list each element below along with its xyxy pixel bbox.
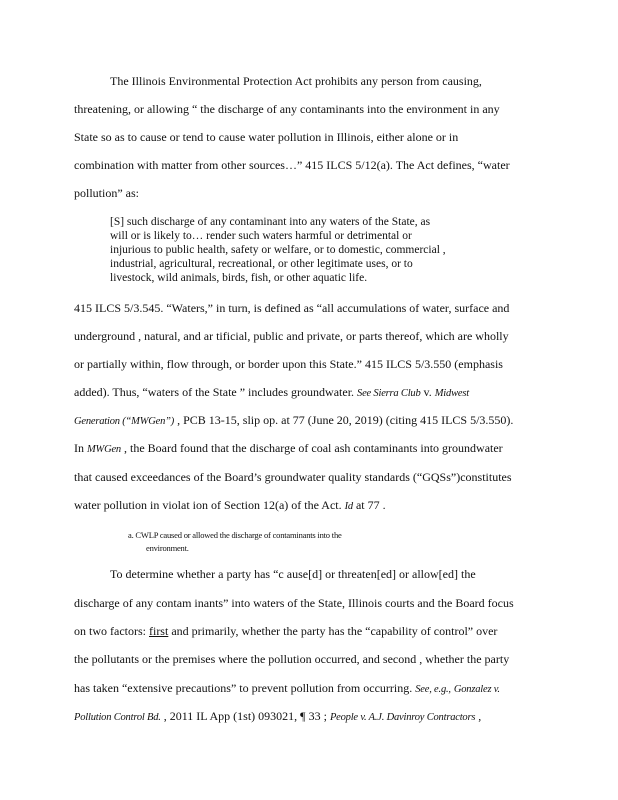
text-run: , PCB 13-15, slip op. at 77 (June 20, 2019) (citing 415 ILCS 5/3.550). <box>174 413 514 427</box>
paragraph-1-line-2: threatening, or allowing “ the discharge of any contaminants into the environment in any <box>74 102 500 116</box>
paragraph-3-line-5 <box>74 681 500 697</box>
text-run: , the Board found that the discharge of coal ash contaminants into groundwater <box>121 441 503 455</box>
paragraph-1-line-1: The Illinois Environmental Protection Act prohibits any person from causing, <box>110 74 482 88</box>
text-run: water pollution in violat ion of Section 12(a) of the Act. <box>74 498 345 512</box>
citation-italic: See Sierra Club <box>357 388 421 399</box>
case-name-italic: MWGen <box>87 444 121 455</box>
citation-signal-italic: See, e.g., <box>415 684 451 695</box>
citation-italic: Generation (“MWGen”) <box>74 416 175 427</box>
paragraph-2-line-1: 415 ILCS 5/3.545. “Waters,” in turn, is defined as “all accumulations of water, surface and <box>74 301 510 315</box>
case-name-italic: Pollution Control Bd. <box>74 712 161 723</box>
paragraph-2-line-2: underground , natural, and ar tificial, public and private, or parts thereof, which are wholly <box>74 329 509 343</box>
text-run: has taken “extensive precautions” to prevent pollution from occurring. <box>74 681 416 695</box>
text-run: v. <box>420 385 435 399</box>
paragraph-1-line-5: pollution” as: <box>74 186 139 200</box>
text-run: and primarily, whether the party has the “capability of control” over <box>168 624 498 638</box>
section-heading-line-2: environment. <box>146 543 189 553</box>
paragraph-1-line-3: State so as to cause or tend to cause water pollution in Illinois, either alone or in <box>74 130 459 144</box>
paragraph-3-line-2: discharge of any contam inants” into waters of the State, Illinois courts and the Board focus <box>74 596 514 610</box>
text-run: , 2011 IL App (1st) 093021, ¶ 33 ; <box>160 709 330 723</box>
paragraph-1-line-4: combination with matter from other sources…” 415 ILCS 5/12(a). The Act defines, “water <box>74 158 510 172</box>
case-name-italic: People v. A.J. Davinroy Contractors <box>329 712 476 723</box>
text-run: added). Thus, “waters of the State ” includes groundwater. <box>74 385 358 399</box>
paragraph-3-line-3 <box>74 624 497 638</box>
id-italic: Id <box>344 501 353 512</box>
paragraph-2-line-4 <box>74 385 469 401</box>
paragraph-3-line-4: the pollutants or the premises where the pollution occurred, and second , whether the party <box>74 652 510 666</box>
citation-italic: Midwest <box>434 388 469 399</box>
paragraph-2-line-7: that caused exceedances of the Board’s groundwater quality standards (“GQSs”)constitutes <box>74 470 512 484</box>
text-run: on two factors: <box>74 624 149 638</box>
block-quote-line-2: will or is likely to… render such waters harmful or detrimental or <box>110 230 412 242</box>
block-quote-line-1: [S] such discharge of any contaminant into any waters of the State, as <box>110 216 431 228</box>
section-heading-line-1: a. CWLP caused or allowed the discharge of contaminants into the <box>128 530 342 540</box>
block-quote-line-5: livestock, wild animals, birds, fish, or other aquatic life. <box>110 272 368 284</box>
text-run: at 77 . <box>352 498 386 512</box>
block-quote-line-4: industrial, agricultural, recreational, or other legitimate uses, or to <box>110 258 413 270</box>
paragraph-2-line-5 <box>74 413 513 429</box>
text-run: In <box>74 441 87 455</box>
case-name-italic: Gonzalez v. <box>453 684 500 695</box>
paragraph-3-line-6 <box>74 709 481 725</box>
block-quote-line-3: injurious to public health, safety or welfare, or to domestic, commercial , <box>110 244 446 256</box>
underlined-word: first <box>148 624 169 638</box>
paragraph-3-line-1: To determine whether a party has “c ause[d] or threaten[ed] or allow[ed] the <box>110 567 476 581</box>
paragraph-2-line-8 <box>74 498 386 514</box>
paragraph-2-line-6 <box>74 441 503 457</box>
text-run: , <box>475 709 482 723</box>
paragraph-2-line-3: or partially within, flow through, or border upon this State.” 415 ILCS 5/3.550 (emphasis <box>74 357 503 371</box>
